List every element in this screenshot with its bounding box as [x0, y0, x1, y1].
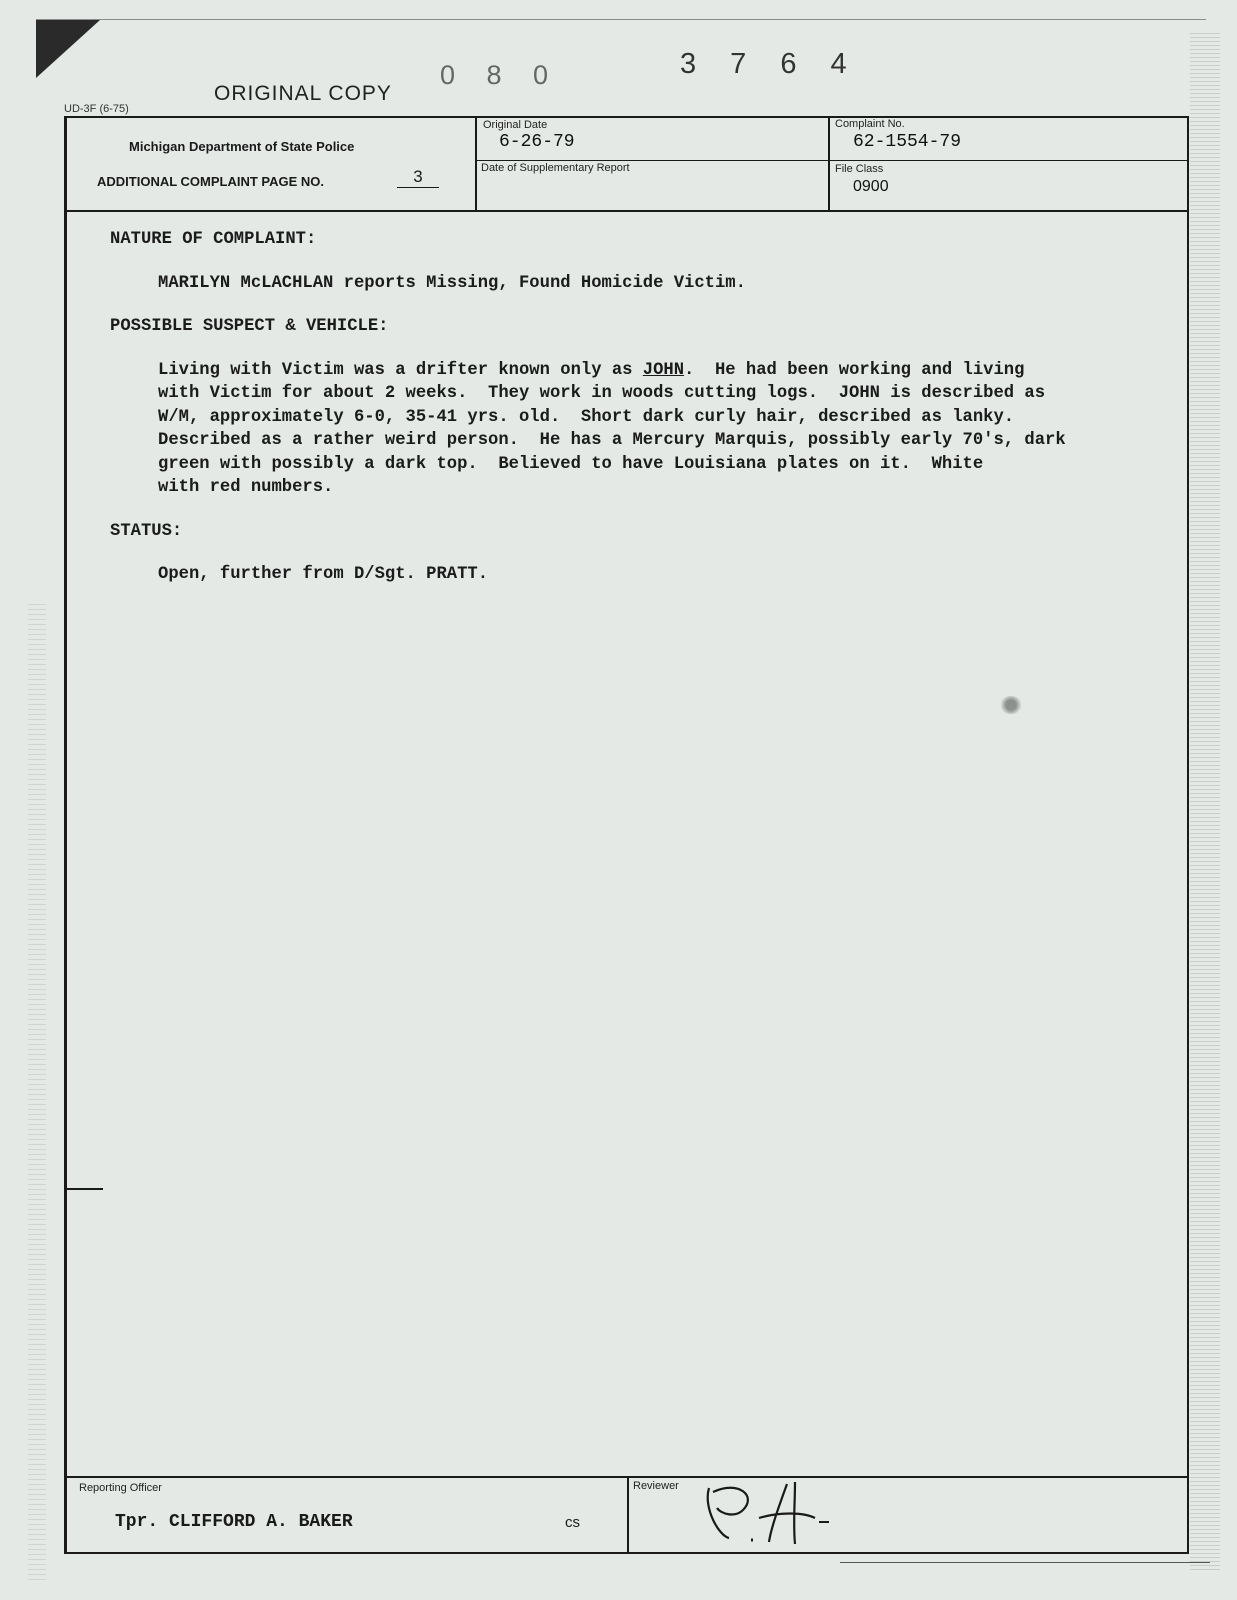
supplementary-date-label: Date of Supplementary Report	[481, 162, 630, 174]
reporting-officer-label: Reporting Officer	[79, 1482, 162, 1494]
form-code: UD-3F (6-75)	[64, 103, 129, 115]
file-class-label: File Class	[835, 163, 884, 175]
nature-text: MARILYN McLACHLAN reports Missing, Found Homicide Victim.	[158, 273, 746, 293]
suspect-name: JOHN	[642, 360, 685, 380]
footer-divider	[627, 1476, 629, 1552]
suspect-text-part: . He had been working and living with Victim for about 2 weeks. They work in woods cutting logs. JOHN is described as W/M, approximately 6-0, 35-41 yrs. old. Short dark curly hair, described as lanky. Described as a rather weird person. He has a Mercury Marquis, possibly early 70's, dark green with possibly a dark top. Believed to have Louisiana plates on it. White with red numbers.	[158, 360, 1066, 497]
header-divider	[475, 118, 477, 210]
reviewer-signature	[699, 1478, 839, 1552]
handwritten-number-b: 3 7 6 4	[680, 48, 860, 80]
original-date-label: Original Date	[483, 119, 548, 131]
nature-heading: NATURE OF COMPLAINT:	[110, 230, 317, 249]
page-number: 3	[397, 167, 439, 188]
complaint-no-label: Complaint No.	[835, 118, 905, 130]
file-class: 0900	[853, 178, 889, 195]
scan-noise-left	[28, 600, 46, 1580]
original-copy-stamp: ORIGINAL COPY	[214, 82, 392, 105]
additional-page-label: ADDITIONAL COMPLAINT PAGE NO.	[97, 174, 325, 189]
header-divider	[477, 160, 1187, 161]
suspect-text-part: Living with Victim was a drifter known only as	[158, 360, 643, 380]
report-body	[110, 228, 1190, 607]
reporting-officer: Tpr. CLIFFORD A. BAKER	[115, 1512, 353, 1532]
ink-smudge	[1000, 696, 1022, 714]
status-text: Open, further from D/Sgt. PRATT.	[158, 565, 489, 584]
suspect-heading: POSSIBLE SUSPECT & VEHICLE:	[110, 317, 389, 336]
status-heading: STATUS:	[110, 521, 183, 541]
folded-corner	[36, 20, 100, 78]
original-date: 6-26-79	[499, 132, 575, 152]
handwritten-number-a: 0 8 0	[440, 60, 561, 90]
margin-tick	[67, 1188, 103, 1190]
suspect-text	[158, 359, 1190, 500]
typist-initials: cs	[565, 1514, 580, 1531]
scan-noise-right	[1190, 30, 1220, 1570]
header-divider	[67, 210, 1187, 212]
reviewer-label: Reviewer	[633, 1480, 679, 1492]
agency-name: Michigan Department of State Police	[129, 139, 355, 154]
complaint-number: 62-1554-79	[853, 132, 962, 152]
bottom-rule	[840, 1562, 1210, 1563]
page-top-edge	[36, 19, 1206, 20]
header-divider	[828, 118, 830, 210]
